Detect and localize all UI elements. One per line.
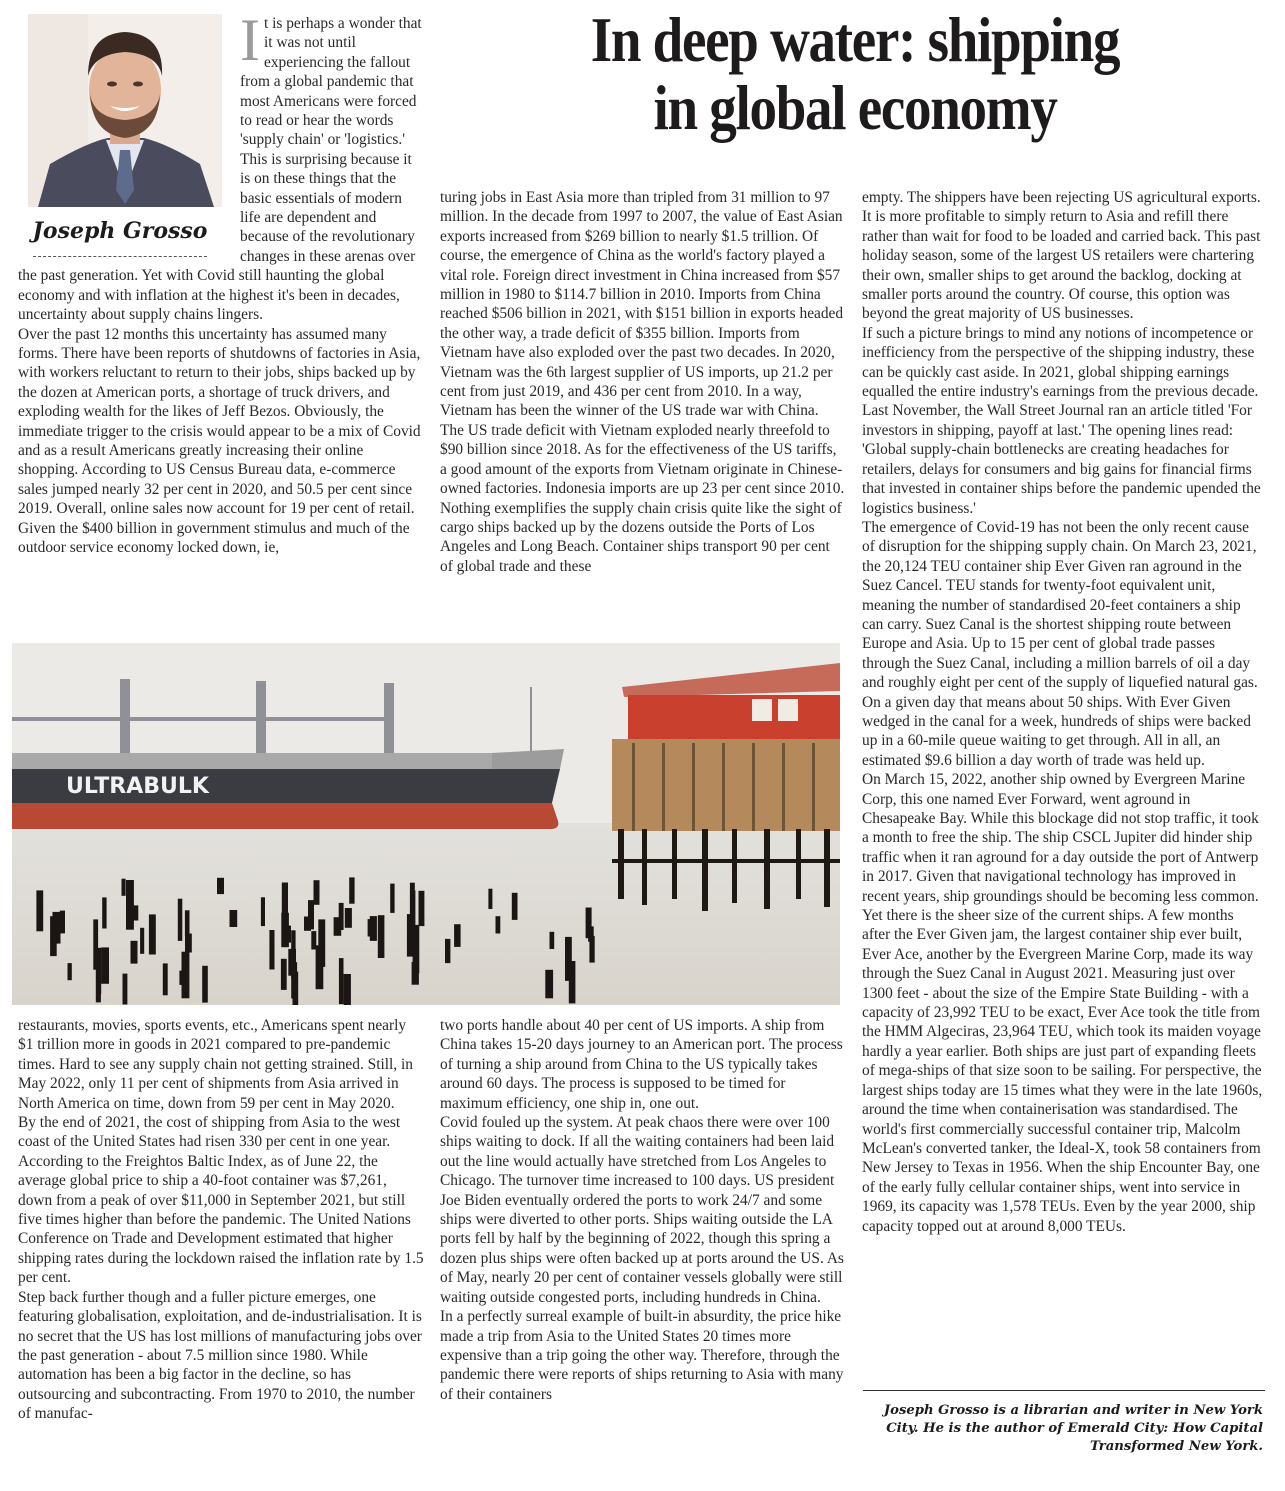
col1-bottom-paragraph: restaurants, movies, sports events, etc., Americans spent nearly $1 trillion more in goods in 2021 compared to pre-pandemic times. Hard to see any supply chain not getting strained. Still, in May 2022, only 11 per cent of shipments from Asia arrived in North America on time, down from 59 per cent in May 2020.	[18, 1017, 413, 1112]
piling	[550, 932, 555, 949]
piling	[68, 963, 72, 980]
col1-top-paragraph: Given the $400 billion in government stimulus and much of the outdoor service economy locked down, ie,	[18, 519, 410, 556]
piling	[311, 931, 316, 949]
piling	[163, 963, 168, 995]
piling	[261, 897, 265, 926]
col1-bottom-paragraph: Step back further though and a fuller picture emerges, one featuring globalisation, exploitation, and de-industrialisation. It is no secret that the US has lost millions of manufacturing jobs over the past generation - about 7.5 million since 1980. While automation has been a big factor in the decline, so has outsourcing and subcontracting. From 1970 to 2010, the number of manufac-	[18, 1288, 422, 1423]
piling	[565, 937, 572, 981]
col3-paragraph: If such a picture brings to mind any notions of incompetence or inefficiency from the perspective of the shipping industry, these can be quickly cast aside. In 2021, global shipping earnings equalled the entire industry's earnings from the previous decade. Last November, the Wall Street Journal ran an article titled 'For investors in shipping, payoff at last.' The opening lines read: 'Global supply-chain bottlenecks are creating headaches for retailers, delays for consumers and big gains for financial firms that invested in container ships before the pandemic upended the logistics business.'	[862, 324, 1261, 517]
piling	[349, 877, 354, 903]
column-2-bottom	[440, 1016, 846, 1404]
col2-top-paragraph: turing jobs in East Asia more than tripled from 31 million to 97 million. In the decade from 1997 to 2007, the value of East Asian exports increased from $269 billion to nearly $1.5 trillion. Of course, the emergence of China as the world's factory played a vital role. Foreign direct investment in China increased from $57 million in 1980 to $114.7 billion in 2010. Imports from China reached $506 billion in 2021, with $151 billion in exports headed the other way, a trade deficit of $355 billion. Imports from Vietnam have also exploded over the past two decades. In 2020, Vietnam was the 6th largest supplier of US imports, up 21.2 per cent from just 2019, and 436 per cent from 2010. In a way, Vietnam has been the winner of the US trade war with China. The US trade deficit with Vietnam exploded nearly threefold to $90 billion since 2018. As for the effectiveness of the US tariffs, a good amount of the exports from Vietnam originate in Chinese-owned factories. Indonesia imports are up 23 per cent since 2010.	[440, 189, 845, 498]
piling	[123, 974, 128, 1005]
piling	[179, 971, 184, 985]
col2-bottom-paragraph: Covid fouled up the system. At peak chaos there were over 100 ships waiting to dock. If all the waiting containers had been laid out the line would actually have stretched from Los Angeles to Chicago. The turnover time increased to 100 days. US president Joe Biden eventually ordered the ports to work 24/7 and some ships were diverted to other ports. Ships waiting outside the LA ports fell by half by the beginning of 2022, though this spring a dozen plus ships were often backed up at ports around the US. As of May, nearly 20 per cent of container vessels globally were still waiting outside congested ports, including hundreds in China.	[440, 1114, 844, 1306]
piling	[378, 915, 385, 958]
piling	[314, 880, 320, 905]
piling	[60, 911, 65, 934]
piling	[131, 941, 138, 964]
piling	[149, 914, 156, 954]
headline-line-2: in global economy	[653, 72, 1057, 143]
piling	[217, 878, 224, 894]
piling	[282, 883, 288, 934]
col1-top-paragraph: Over the past 12 months this uncertainty has assumed many forms. There have been reports of shutdowns of factories in Asia, with workers reluctant to return to their jobs, ships backed up by the dozen at American ports, a shortage of truck drivers, and exploding wealth for the likes of Jeff Bezos. Obviously, the immediate trigger to the crisis would appear to be a mix of Covid and as a result Americans greatly increasing their online shopping. According to US Census Bureau data, e-commerce sales jumped nearly 32 per cent in 2020, and 50.5 per cent since 2019. Overall, online sales now account for 19 per cent of retail.	[18, 325, 421, 518]
piling	[345, 908, 352, 928]
column-1-top	[18, 7, 422, 557]
ship-name-text: ULTRABULK	[66, 774, 209, 799]
piling	[308, 900, 314, 929]
piling	[496, 916, 501, 933]
ship-and-pier-illustration	[12, 643, 840, 1005]
col3-paragraph: On March 15, 2022, another ship owned by Evergreen Marine Corp, this one named Ever Forward, went aground in Chesapeake Bay. While this blockage did not stop traffic, it took a month to free the ship. The ship CSCL Jupiter did hinder ship traffic when it ran aground for a day outside the port of Antwerp in 2017. Given that navigational technology has improved in recent years, ship groundings should be becoming less common. Yet there is the sheer size of the current ships. A few months after the Ever Given jam, the largest container ship ever built, Ever Ace, another by the Evergreen Marine Corp, made its way through the Suez Canal in August 2021. Measuring just over 1300 feet - about the size of the Empire State Building - with a capacity of 23,992 TEU to be exact, Ever Ace took the title from the HMM Algeciras, 23,964 TEU, which took its maiden voyage hardly a year earlier. Both ships are just part of expanding fleets of mega-ships of that size soon to be sailing. For perspective, the largest ships today are 15 times what they were in the late 1960s, around the time when containerisation was standardised. The world's first commercially successful container trip, Malcolm McLean's converted tanker, the Ideal-X, took 58 containers from New Jersey to Texas in 1956. When the ship Encounter Bay, one of the early fully cellular container ships, went into service in 1969, its capacity was 1,578 TEUs. Even by the year 2000, ship capacity topped out at around 8,000 TEUs.	[862, 771, 1263, 1235]
piling	[339, 903, 344, 930]
piling	[445, 939, 450, 963]
piling	[269, 930, 274, 970]
col2-top-paragraph: Nothing exemplifies the supply chain crisis quite like the sight of cargo ships backed up by the dozens outside the Ports of Los Angeles and Long Beach. Container ships transport 90 per cent of global trade and these	[440, 499, 842, 575]
piling	[545, 970, 553, 999]
piling	[339, 958, 344, 1004]
piling	[344, 974, 351, 1005]
piling	[390, 884, 394, 913]
headline-line-1: In deep water: shipping	[590, 4, 1120, 75]
piling	[411, 890, 416, 930]
piling	[185, 910, 190, 936]
col2-bottom-paragraph: two ports handle about 40 per cent of US imports. A ship from China takes 15-20 days journey to an American port. The process of turning a ship around from China to the US typically takes around 60 days. The process is supposed to be timed for maximum efficiency, one ship in, one out.	[440, 1017, 843, 1112]
author-bio: Joseph Grosso is a librarian and writer in New York City. He is the author of Emerald City: How Capital Transformed New York.	[883, 1403, 1263, 1454]
piling	[589, 936, 594, 963]
author-byline: Joseph Grosso	[32, 218, 208, 244]
piling	[97, 948, 101, 994]
piling	[488, 889, 492, 909]
piling	[132, 905, 138, 920]
piling	[101, 947, 109, 983]
bio-divider	[863, 1390, 1265, 1391]
piling	[202, 966, 208, 1003]
intro-text: t is perhaps a wonder that it was not until experiencing the fallout from a global pandemic that most Americans were forced to read or hear the words 'supply chain' or 'logistics.' This is surprising because it is on these things that the basic essentials of modern life are dependent and because of the revolutionary changes in these arenas over the past generation. Yet with Covid still haunting the global economy and with inflation at the highest it's been in decades, uncertainty about supply chains lingers.	[18, 15, 422, 324]
headline	[524, 6, 1186, 142]
col1-bottom-paragraph: By the end of 2021, the cost of shipping from Asia to the west coast of the United States had risen 330 per cent in one year. According to the Freightos Baltic Index, as of June 22, the average global price to ship a 40-foot container was $7,261, down from a peak of over $11,000 in September 2021, but still five times higher than before the pandemic. The United Nations Conference on Trade and Development estimated that higher shipping rates during the lockdown raised the inflation rate by 1.5 per cent.	[18, 1114, 424, 1287]
piling	[230, 910, 238, 927]
drop-cap: I	[240, 7, 260, 73]
piling	[53, 912, 61, 944]
portrait-spacer	[18, 14, 240, 266]
column-1-bottom	[18, 1016, 424, 1424]
piling	[36, 890, 43, 931]
ship-deck	[12, 753, 552, 769]
piling	[368, 919, 376, 936]
piling	[102, 897, 106, 928]
piling	[419, 891, 425, 926]
piling	[178, 899, 183, 941]
ship-photo	[12, 643, 840, 1005]
piling	[318, 919, 325, 967]
column-2-top	[440, 188, 846, 576]
piling	[122, 879, 126, 896]
piling	[126, 880, 134, 930]
piling	[281, 959, 287, 990]
piling	[454, 924, 461, 947]
col3-paragraph: The emergence of Covid-19 has not been the only recent cause of disruption for the shipping supply chain. On March 23, 2021, the 20,124 TEU container ship Ever Given ran aground in the Suez Cancel. TEU stands for twenty-foot equivalent unit, meaning the number of standardised 20-feet containers a ship can carry. Suez Canal is the shortest shipping route between Europe and Asia. Up to 15 per cent of global trade passes through the Suez Canal, including a million barrels of oil a day and roughly eight per cent of the supply of liquefied natural gas. On a given day that means about 50 ships. With Ever Given wedged in the canal for a week, hundreds of ships were backed up in a 60-mile queue waiting to get through. All in all, an estimated $9.6 billion a day worth of trade was held up.	[862, 518, 1258, 769]
piling	[512, 893, 518, 920]
piling	[291, 930, 295, 978]
col2-bottom-paragraph: In a perfectly surreal example of built-in absurdity, the price hike made a trip from Asia to the United States 20 times more expensive than a trip going the other way. Therefore, through the pandemic there were reports of ships returning to Asia with many of their containers	[440, 1308, 844, 1403]
ship-hull-lower	[12, 803, 558, 829]
column-3	[862, 188, 1264, 1236]
piling	[185, 934, 192, 953]
col3-paragraph: empty. The shippers have been rejecting US agricultural exports. It is more profitable to simply return to Asia and refill there rather than wait for food to be loaded and carried back. This past holiday season, some of the largest US retailers were chartering their own, smaller ships to get around the backlog, docking at smaller ports around the country. Of course, this option was beyond the great majority of US businesses.	[862, 189, 1261, 323]
piling	[140, 928, 144, 954]
